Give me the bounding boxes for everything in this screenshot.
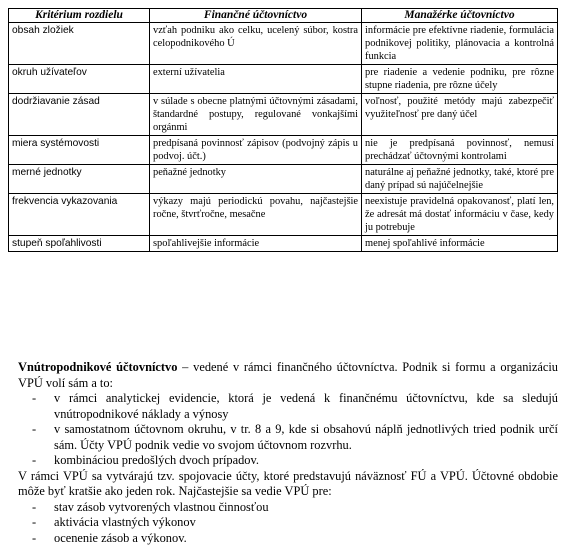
financial-cell: v súlade s obecne platnými účtovnými zásadami, štandardné postupy, regulované vonkajšími orgánmi xyxy=(150,94,362,136)
header-managerial: Manažérke účtovníctvo xyxy=(362,9,558,23)
criterion-cell: merné jednotky xyxy=(9,165,150,194)
dash-bullet: - xyxy=(32,499,37,514)
form-list xyxy=(18,391,558,469)
list-item xyxy=(18,453,558,469)
list-item-text: v samostatnom účtovnom okruhu, v tr. 8 a 9, kde si obsahovú náplň jednotlivých tried podnik určí sám. Účty VPÚ podnik vedie vo svojom účtovnom rozvrhu. xyxy=(54,422,558,452)
list-item-text: ocenenie zásob a výkonov. xyxy=(54,530,187,545)
intro-rest: – vedené v rámci finančného účtovníctva. Podnik si formu a organizáciu VPÚ volí sám a to: xyxy=(18,360,558,390)
table-row xyxy=(9,236,558,252)
list-item-text: stav zásob vytvorených vlastnou činnosťou xyxy=(54,499,269,514)
dash-bullet: - xyxy=(32,422,37,436)
dash-bullet: - xyxy=(32,391,37,405)
table-row xyxy=(9,23,558,65)
intro-term: Vnútropodnikové účtovníctvo xyxy=(18,360,178,374)
comparison-table xyxy=(8,8,558,252)
dash-bullet: - xyxy=(32,453,37,467)
managerial-cell: naturálne aj peňažné jednotky, také, ktoré pre daný prípad sú najúčelnejšie xyxy=(362,165,558,194)
managerial-cell: voľnosť, použité metódy majú zabezpečiť využiteľnosť pre daný účel xyxy=(362,94,558,136)
managerial-cell: menej spoľahlivé informácie xyxy=(362,236,558,252)
list-item xyxy=(18,531,558,547)
list-item-text: aktivácia vlastných výkonov xyxy=(54,515,196,529)
list-item xyxy=(18,500,558,516)
table-row xyxy=(9,194,558,236)
criterion-cell: obsah zložiek xyxy=(9,23,150,65)
list-item xyxy=(18,422,558,453)
header-criterion: Kritérium rozdielu xyxy=(9,9,150,23)
criterion-cell: frekvencia vykazovania xyxy=(9,194,150,236)
intro-paragraph xyxy=(18,360,558,391)
table-row xyxy=(9,136,558,165)
financial-cell: vzťah podniku ako celku, ucelený súbor, kostra celopodnikového Ú xyxy=(150,23,362,65)
list-item-text: v rámci analytickej evidencie, ktorá je vedená k finančnému účtovníctvu, kde sa sledujú vnútropodnikové náklady a výnosy xyxy=(54,391,558,421)
managerial-cell: neexistuje pravidelná opakovanosť, platí len, že adresát má dostať informáciu v čase, kedy ju potrebuje xyxy=(362,194,558,236)
list-item xyxy=(18,391,558,422)
header-financial: Finančné účtovníctvo xyxy=(150,9,362,23)
table-row xyxy=(9,165,558,194)
financial-cell: predpísaná povinnosť zápisov (podvojný zápis u podvoj. účt.) xyxy=(150,136,362,165)
criterion-cell: stupeň spoľahlivosti xyxy=(9,236,150,252)
table-row xyxy=(9,65,558,94)
body-text xyxy=(18,360,558,546)
criterion-cell: okruh užívateľov xyxy=(9,65,150,94)
criterion-cell: dodržiavanie zásad xyxy=(9,94,150,136)
usage-list xyxy=(18,500,558,547)
table-header-row xyxy=(9,9,558,23)
second-paragraph: V rámci VPÚ sa vytvárajú tzv. spojovacie účty, ktoré predstavujú náväznosť FÚ a VPÚ. Účtovné obdobie môže byť kratšie ako jeden rok. Najčastejšie sa vedie VPÚ pre: xyxy=(18,468,558,498)
financial-cell: spoľahlivejšie informácie xyxy=(150,236,362,252)
managerial-cell: pre riadenie a vedenie podniku, pre rôzne stupne riadenia, pre rôzne účely xyxy=(362,65,558,94)
dash-bullet: - xyxy=(32,515,37,529)
criterion-cell: miera systémovosti xyxy=(9,136,150,165)
managerial-cell: nie je predpísaná povinnosť, nemusí prechádzať účtovnými kontrolami xyxy=(362,136,558,165)
financial-cell: externí užívatelia xyxy=(150,65,362,94)
dash-bullet: - xyxy=(32,530,37,545)
financial-cell: peňažné jednotky xyxy=(150,165,362,194)
managerial-cell: informácie pre efektívne riadenie, formulácia podnikovej politiky, plánovacia a kontrolná funkcia xyxy=(362,23,558,65)
table-row xyxy=(9,94,558,136)
list-item xyxy=(18,515,558,531)
list-item-text: kombináciou predošlých dvoch prípadov. xyxy=(54,453,259,467)
financial-cell: výkazy majú periodickú povahu, najčastejšie ročne, štvrťročne, mesačne xyxy=(150,194,362,236)
